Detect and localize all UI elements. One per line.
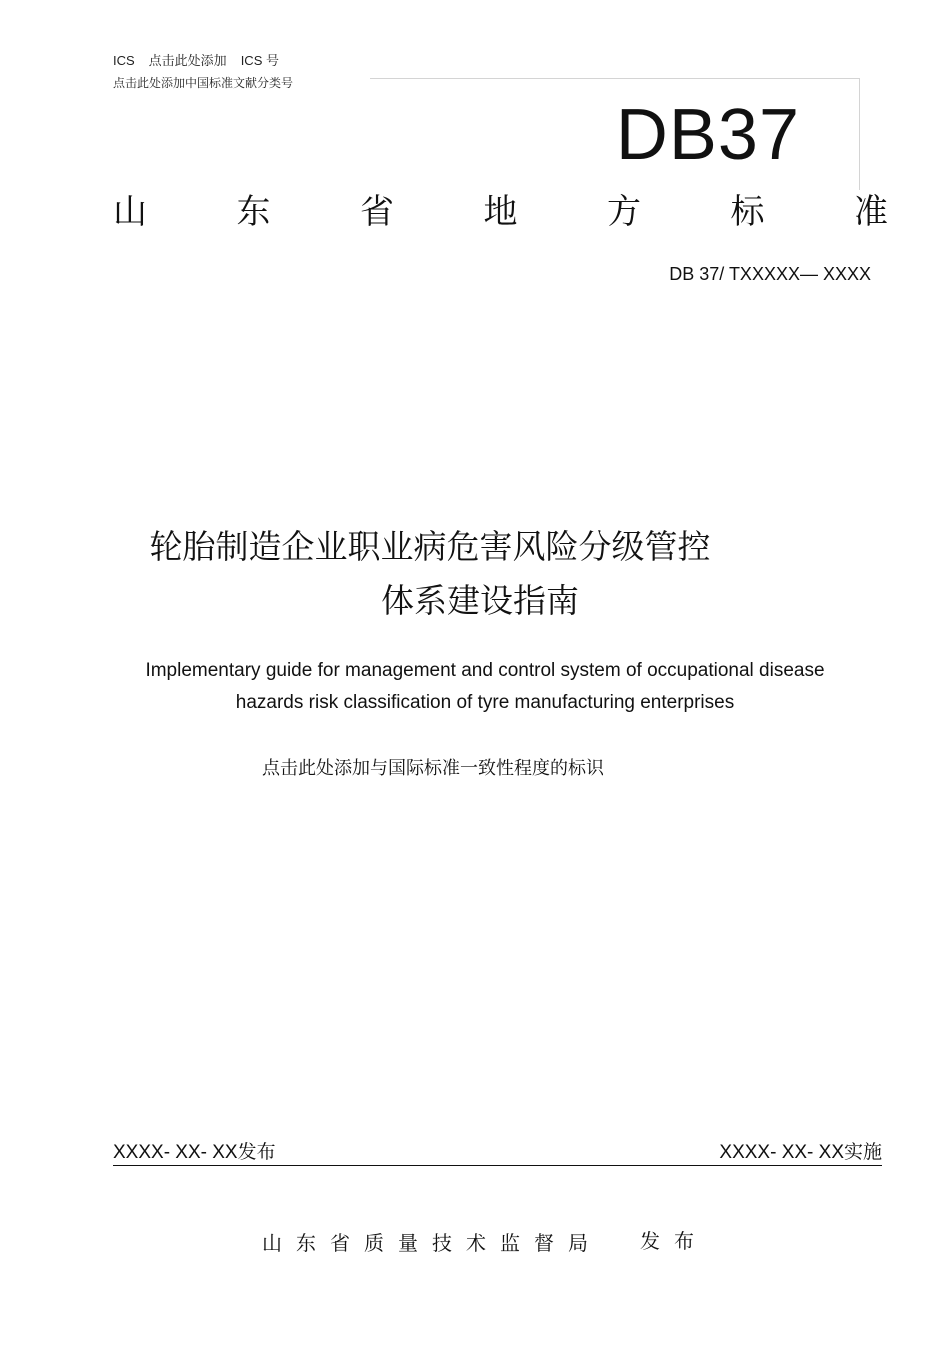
document-title-zh [60, 520, 900, 628]
standard-type-char: 山 [113, 192, 147, 232]
issue-label: 发布 [640, 1229, 708, 1253]
issuing-authority: 山东省质量技术监督局 [262, 1231, 602, 1255]
standard-type-char: 方 [607, 192, 641, 232]
code-frame-top-border [370, 78, 860, 79]
consistency-placeholder[interactable]: 点击此处添加与国际标准一致性程度的标识 [262, 758, 604, 779]
title-zh-line-2: 体系建设指南 [381, 581, 579, 620]
standard-type-heading [113, 188, 888, 236]
publish-date[interactable]: XXXX- XX- XX发布 [113, 1142, 276, 1163]
code-frame-right-border [859, 78, 860, 190]
standard-type-char: 省 [360, 192, 394, 232]
standard-code: DB37 [615, 95, 800, 175]
standard-type-char: 地 [483, 192, 518, 232]
ics-label: ICS [113, 53, 135, 68]
standard-number: DB 37/ TXXXXX— XXXX [669, 264, 871, 284]
standard-type-char: 准 [854, 192, 888, 232]
title-zh-line-1: 轮胎制造企业职业病危害风险分级管控 [149, 527, 711, 566]
clc-placeholder[interactable]: 点击此处添加中国标准文献分类号 [113, 76, 294, 90]
document-title-en [60, 655, 910, 719]
ics-placeholder[interactable]: 点击此处添加 [148, 53, 227, 68]
title-en-line-2: hazards risk classification of tyre manufacturing enterprises [235, 692, 735, 713]
ics-suffix: ICS 号 [240, 53, 279, 68]
standard-type-char: 标 [730, 192, 765, 232]
standard-type-char: 东 [236, 192, 271, 232]
title-en-line-1: Implementary guide for management and control system of occupational disease [145, 660, 825, 681]
implement-date[interactable]: XXXX- XX- XX实施 [719, 1142, 882, 1163]
ics-line [113, 52, 279, 70]
